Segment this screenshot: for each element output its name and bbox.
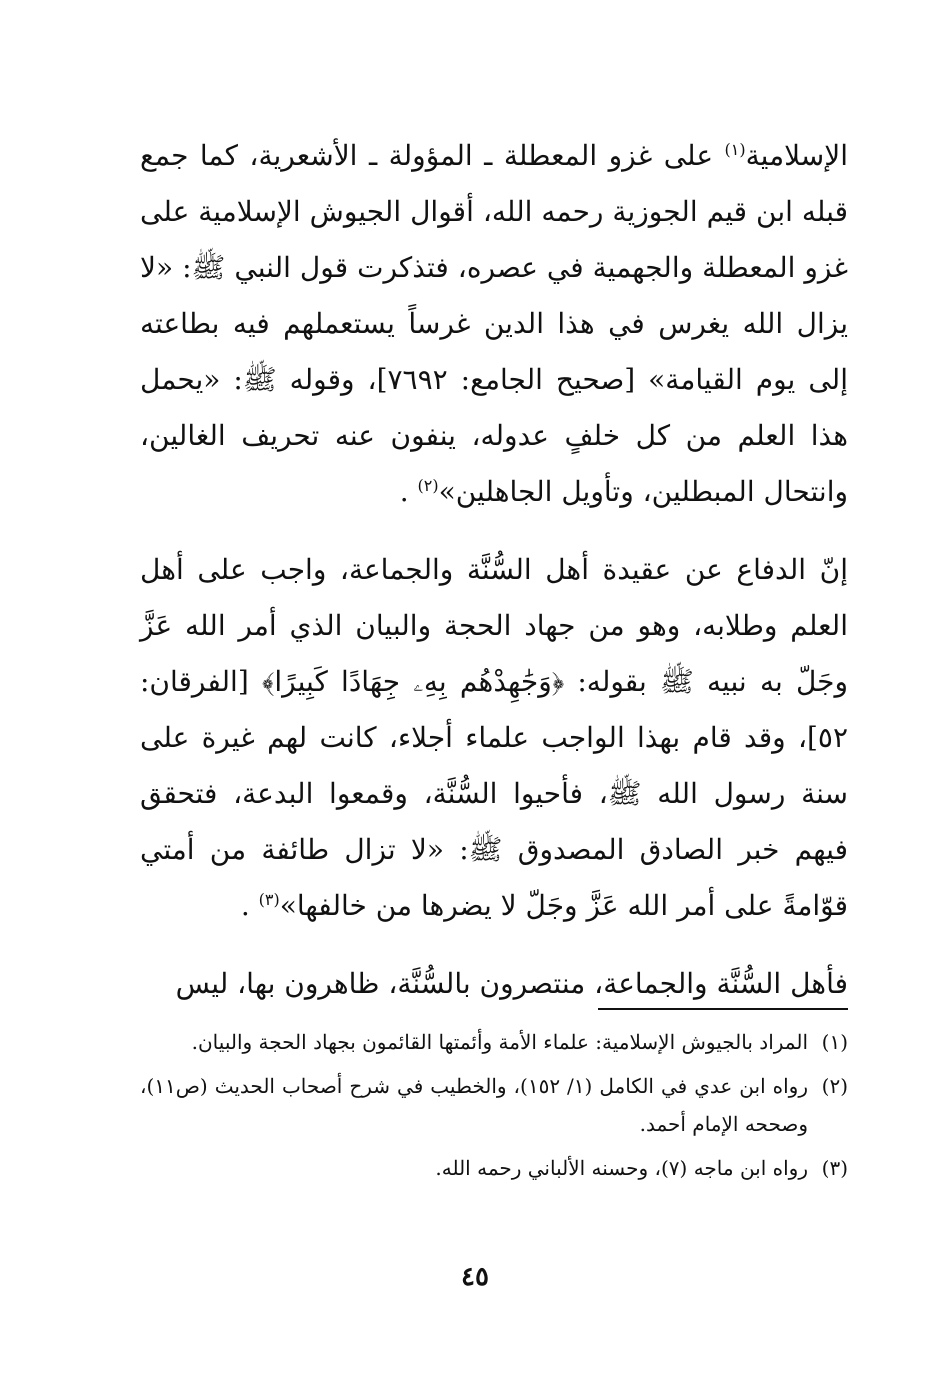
footnote-separator xyxy=(598,1008,848,1010)
footnote-text-1: المراد بالجيوش الإسلامية: علماء الأمة وأئمتها القائمون بجهاد الحجة والبيان. xyxy=(191,1030,808,1054)
page-number: ٤٥ xyxy=(461,1262,489,1292)
main-text xyxy=(140,128,848,1012)
paragraph-2-body: إنّ الدفاع عن عقيدة أهل السُّنَّة والجماعة، واجب على أهل العلم وطلابه، وهو من جهاد الحجة والبيان الذي أمر الله عَزَّ وجَلّ به نبيه ﷺ بقوله: ﴿وَجَٰهِدْهُم بِهِۦ جِهَادًا كَبِيرًا﴾ [الفرقان: ٥٢]، وقد قام بهذا الواجب علماء أجلاء، كانت لهم غيرة على سنة رسول الله ﷺ، فأحيوا السُّنَّة، وقمعوا البدعة، فتحقق فيهم خبر الصادق المصدوق ﷺ: «لا تزال طائفة من أمتي قوّامةً على أمر الله عَزَّ وجَلّ لا يضرها من خالفها» xyxy=(140,553,848,922)
footnote-number-1: (١) xyxy=(821,1030,848,1054)
paragraph-1-start: الإسلامية xyxy=(745,139,848,172)
footnote-3 xyxy=(140,1149,848,1187)
footnote-number-3: (٣) xyxy=(821,1156,848,1180)
footnote-text-2: رواه ابن عدي في الكامل (١/ ١٥٢)، والخطيب في شرح أصحاب الحديث (ص١١)، وصححه الإمام أحمد. xyxy=(140,1074,808,1136)
footnote-2 xyxy=(140,1067,848,1143)
footnote-text-3: رواه ابن ماجه (٧)، وحسنه الألباني رحمه الله. xyxy=(435,1156,808,1180)
paragraph-3-body: فأهل السُّنَّة والجماعة، منتصرون بالسُّنَّة، ظاهرون بها، ليس xyxy=(175,967,848,1000)
paragraph-2-end: . xyxy=(240,889,259,922)
footnote-ref-1: (١) xyxy=(724,140,746,159)
paragraph-3 xyxy=(140,956,848,1012)
paragraph-2 xyxy=(140,542,848,934)
footnote-ref-3: (٣) xyxy=(258,890,280,909)
footnote-1 xyxy=(140,1023,848,1061)
footnote-ref-2: (٢) xyxy=(417,476,439,495)
footnote-number-2: (٢) xyxy=(821,1074,848,1098)
book-page xyxy=(140,128,848,1308)
footnotes xyxy=(140,1023,848,1193)
paragraph-1 xyxy=(140,128,848,520)
paragraph-1-end: . xyxy=(399,475,418,508)
paragraph-1-body: على غزو المعطلة ـ المؤولة ـ الأشعرية، كما جمع قبله ابن قيم الجوزية رحمه الله، أقوال الجيوش الإسلامية على غزو المعطلة والجهمية في عصره، فتذكرت قول النبي ﷺ: «لا يزال الله يغرس في هذا الدين غرساً يستعملهم فيه بطاعته إلى يوم القيامة» [صحيح الجامع: ٧٦٩٢]، وقوله ﷺ: «يحمل هذا العلم من كل خلفٍ عدوله، ينفون عنه تحريف الغالين، وانتحال المبطلين، وتأويل الجاهلين» xyxy=(140,139,849,508)
